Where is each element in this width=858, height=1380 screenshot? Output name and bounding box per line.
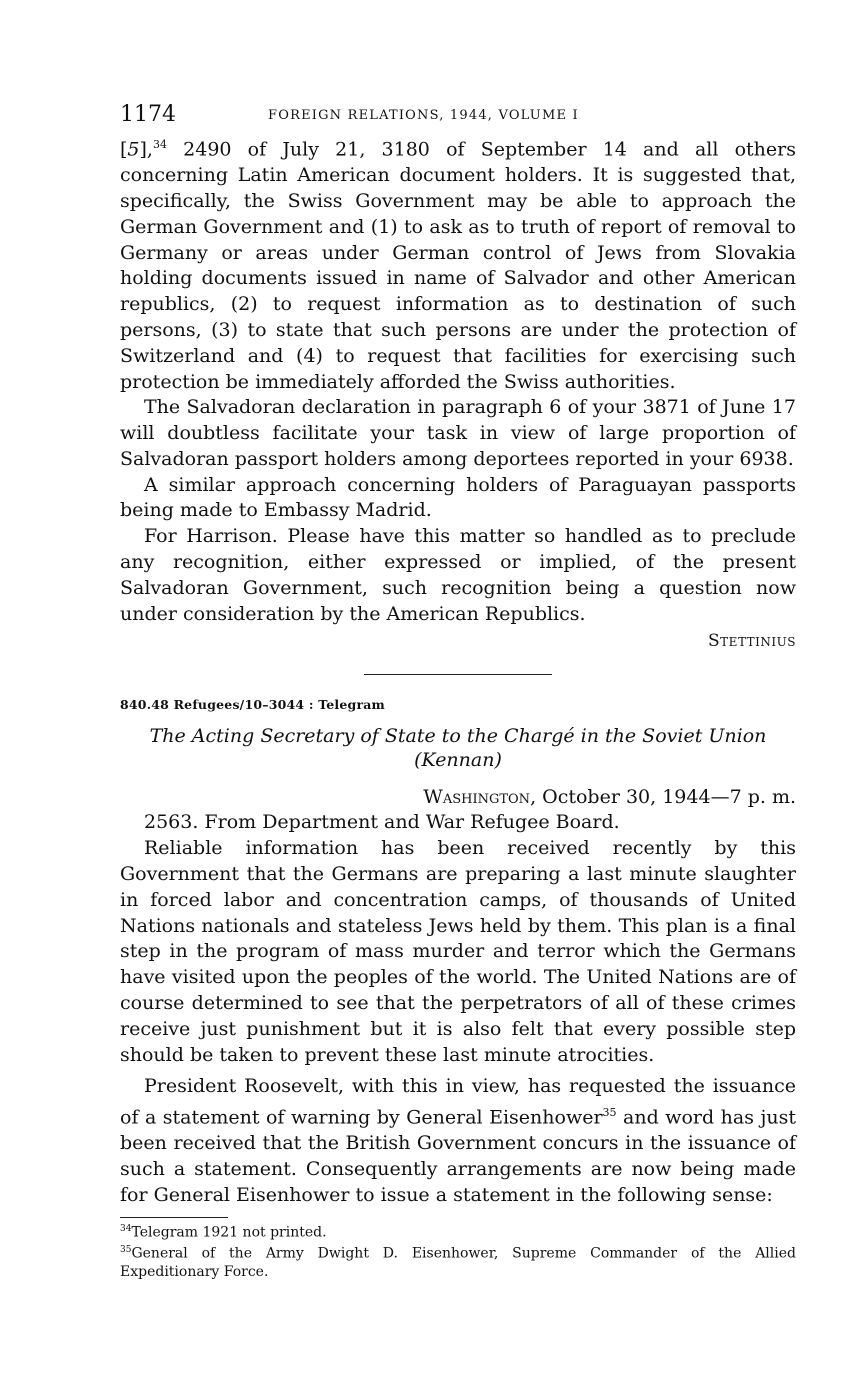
running-title: FOREIGN RELATIONS, 1944, VOLUME I [268, 108, 579, 123]
continuation-paragraph-1: [5],$^{34}$ 2490 of July 21, 3180 of September 14 and all others concerning Latin American document holders. It is suggested that, specifically, the Swiss Government may be able to approach the German Government and (1) to ask as to truth of report of removal to Germany or areas under German control of Jews from Slovakia holding documents issued in name of Salvador and other American republics, (2) to request information as to destination of such persons, (3) to state that such persons are under the protection of Switzerland and (4) to request that facilities for exercising such protection be immediately afforded the Swiss authorities. [120, 138, 796, 393]
section-divider [364, 674, 552, 675]
dateline-date: , October 30, 1944—7 p. m. [530, 786, 796, 809]
telegram-paragraph-3: President Roosevelt, with this in view, has requested the issuance of a statement of warning by General Eisenhower$^{35}$ and word has just been received that the British Government concurs in the issuance of such a statement. Consequently arrangements are now being made for General Eisenhower to issue a statement in the following sense: [120, 1075, 796, 1206]
continuation-paragraph-4: For Harrison. Please have this matter so handled as to preclude any recognition, either expressed or implied, of the present Salvadoran Government, such recognition being a question now under consideration by the American Republics. [120, 525, 796, 625]
continuation-paragraph-3: A similar approach concerning holders of Paraguayan passports being made to Embassy Madrid. [120, 473, 796, 522]
telegram-paragraph-2: Reliable information has been received recently by this Government that the Germans are preparing a last minute slaughter in forced labor and concentration camps, of thousands of United Nations nationals and stateless Jews held by them. This plan is a final step in the program of mass murder and terror which the Germans have visited upon the peoples of the world. The United Nations are of course determined to see that the perpetrators of all of these crimes receive just punishment but it is also felt that every possible step should be taken to prevent these last minute atrocities. [120, 837, 796, 1066]
reference-number: 5 [127, 138, 140, 161]
document-title-line-1: The Acting Secretary of State to the Chargé in the Soviet Union [149, 725, 767, 748]
document-title [120, 724, 796, 772]
dateline-place: Washington [423, 786, 531, 809]
footnote-ref-35: 35 [602, 1106, 617, 1120]
document-title-line-2: (Kennan) [414, 749, 502, 772]
footnote-ref-34: 34 [152, 138, 167, 151]
dateline [120, 784, 796, 810]
signature: Stettinius [708, 631, 796, 652]
continuation-paragraph-2: The Salvadoran declaration in paragraph 6 of your 3871 of June 17 will doubtless facilitate your task in view of large proportion of Salvadoran passport holders among deportees reported in your 6938. [120, 396, 796, 470]
footnote-divider [120, 1217, 228, 1218]
telegram-paragraph-1: 2563. From Department and War Refugee Board. [144, 811, 620, 834]
footnote-34: $^{34}$Telegram 1921 not printed. [120, 1223, 327, 1241]
page-number: 1174 [120, 102, 176, 127]
document-page [120, 96, 796, 1281]
file-reference: 840.48 Refugees/10–3044 : Telegram [120, 697, 385, 713]
footnote-35: $^{35}$General of the Army Dwight D. Eisenhower, Supreme Commander of the Allied Expeditionary Force. [120, 1245, 796, 1281]
page-header [120, 96, 796, 132]
